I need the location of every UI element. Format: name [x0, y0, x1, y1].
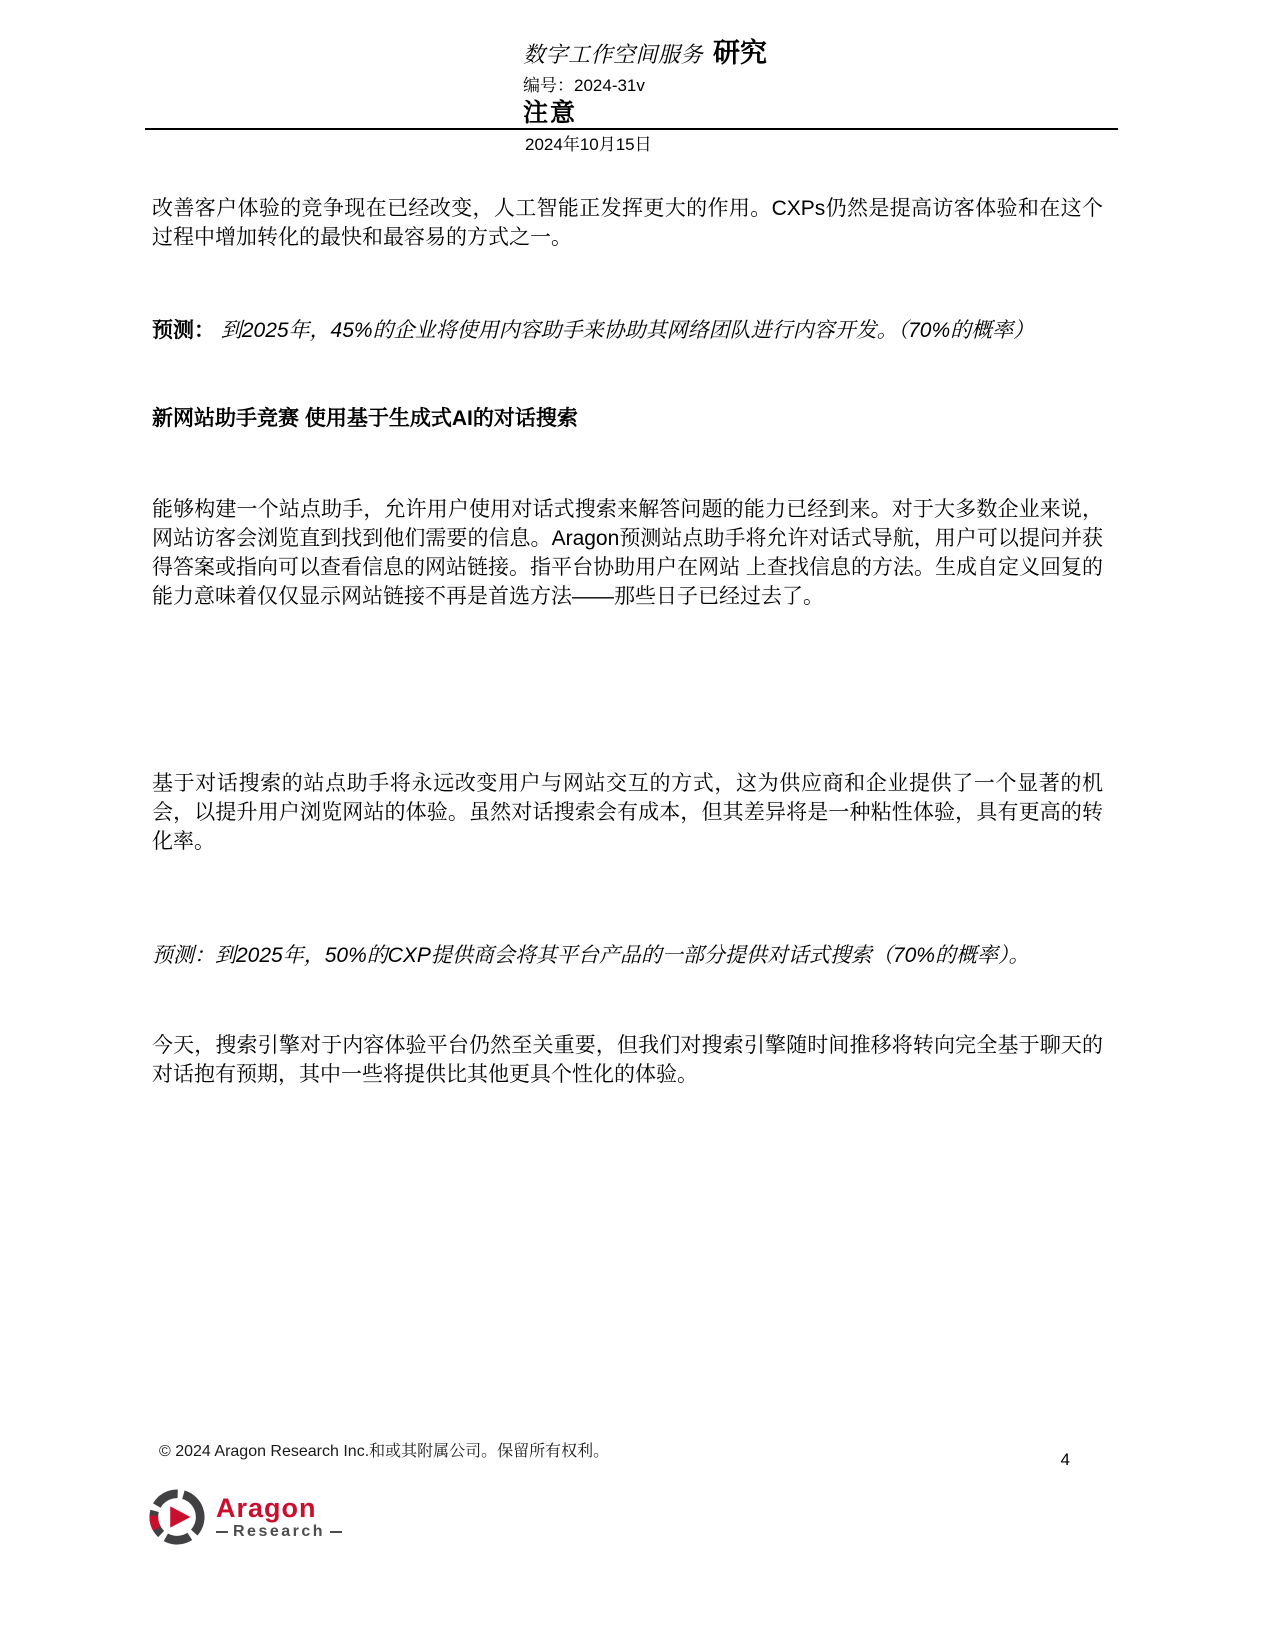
logo-text: [216, 1494, 342, 1540]
section-heading: 新网站助手竞赛 使用基于生成式AI的对话搜索: [152, 407, 578, 430]
doc-date: 2024年10月15日: [525, 135, 652, 154]
aragon-logo-icon: [148, 1488, 206, 1546]
prediction-1-label: 预测：: [152, 319, 215, 342]
series-title: 数字工作空间服务: [523, 42, 704, 67]
prediction-1: [152, 316, 1103, 345]
document-header: [523, 38, 767, 127]
paragraph-intro: 改善客户体验的竞争现在已经改变，人工智能正发挥更大的作用。CXPs仍然是提高访客体验和在这个过程中增加转化的最快和最容易的方式之一。: [152, 197, 1103, 249]
paragraph-conversational-search: 基于对话搜索的站点助手将永远改变用户与网站交互的方式，这为供应商和企业提供了一个显著的机会，以提升用户浏览网站的体验。虽然对话搜索会有成本，但其差异将是一种粘性体验，具有更高的转化率。: [152, 772, 1103, 853]
doc-number: 编号：2024-31v: [523, 76, 645, 96]
aragon-research-logo: [148, 1488, 342, 1546]
doc-type-label: 研究: [713, 38, 768, 68]
paragraph-search-engines: 今天，搜索引擎对于内容体验平台仍然至关重要，但我们对搜索引擎随时间推移将转向完全基于聊天的对话抱有预期，其中一些将提供比其他更具个性化的体验。: [152, 1034, 1103, 1086]
logo-rule-right: [330, 1531, 342, 1533]
copyright-notice: © 2024 Aragon Research Inc.和或其附属公司。保留所有权利。: [159, 1443, 610, 1460]
logo-rule-left: [216, 1531, 228, 1533]
logo-primary-text: Aragon: [216, 1492, 317, 1523]
paragraph-site-assistant: 能够构建一个站点助手，允许用户使用对话式搜索来解答问题的能力已经到来。对于大多数企业来说，网站访客会浏览直到找到他们需要的信息。Aragon预测站点助手将允许对话式导航，用户可以提问并获得答案或指向可以查看信息的网站链接。指平台协助用户在网站 上查找信息的方法。生成自定义回复的能力意味着仅仅显示网站链接不再是首选方法——那些日子已经过去了。: [152, 498, 1103, 608]
prediction-1-text: 到2025年，45%的企业将使用内容助手来协助其网络团队进行内容开发。（70%的概率）: [220, 319, 1035, 342]
note-title: 注意: [523, 98, 578, 127]
logo-secondary-text: Research: [233, 1523, 326, 1541]
logo-secondary-row: [216, 1524, 342, 1540]
prediction-2: 预测：到2025年，50%的CXP提供商会将其平台产品的一部分提供对话式搜索（70%的概率）。: [152, 944, 1030, 967]
page-number: 4: [1060, 1450, 1070, 1469]
header-title-row: [523, 38, 767, 69]
